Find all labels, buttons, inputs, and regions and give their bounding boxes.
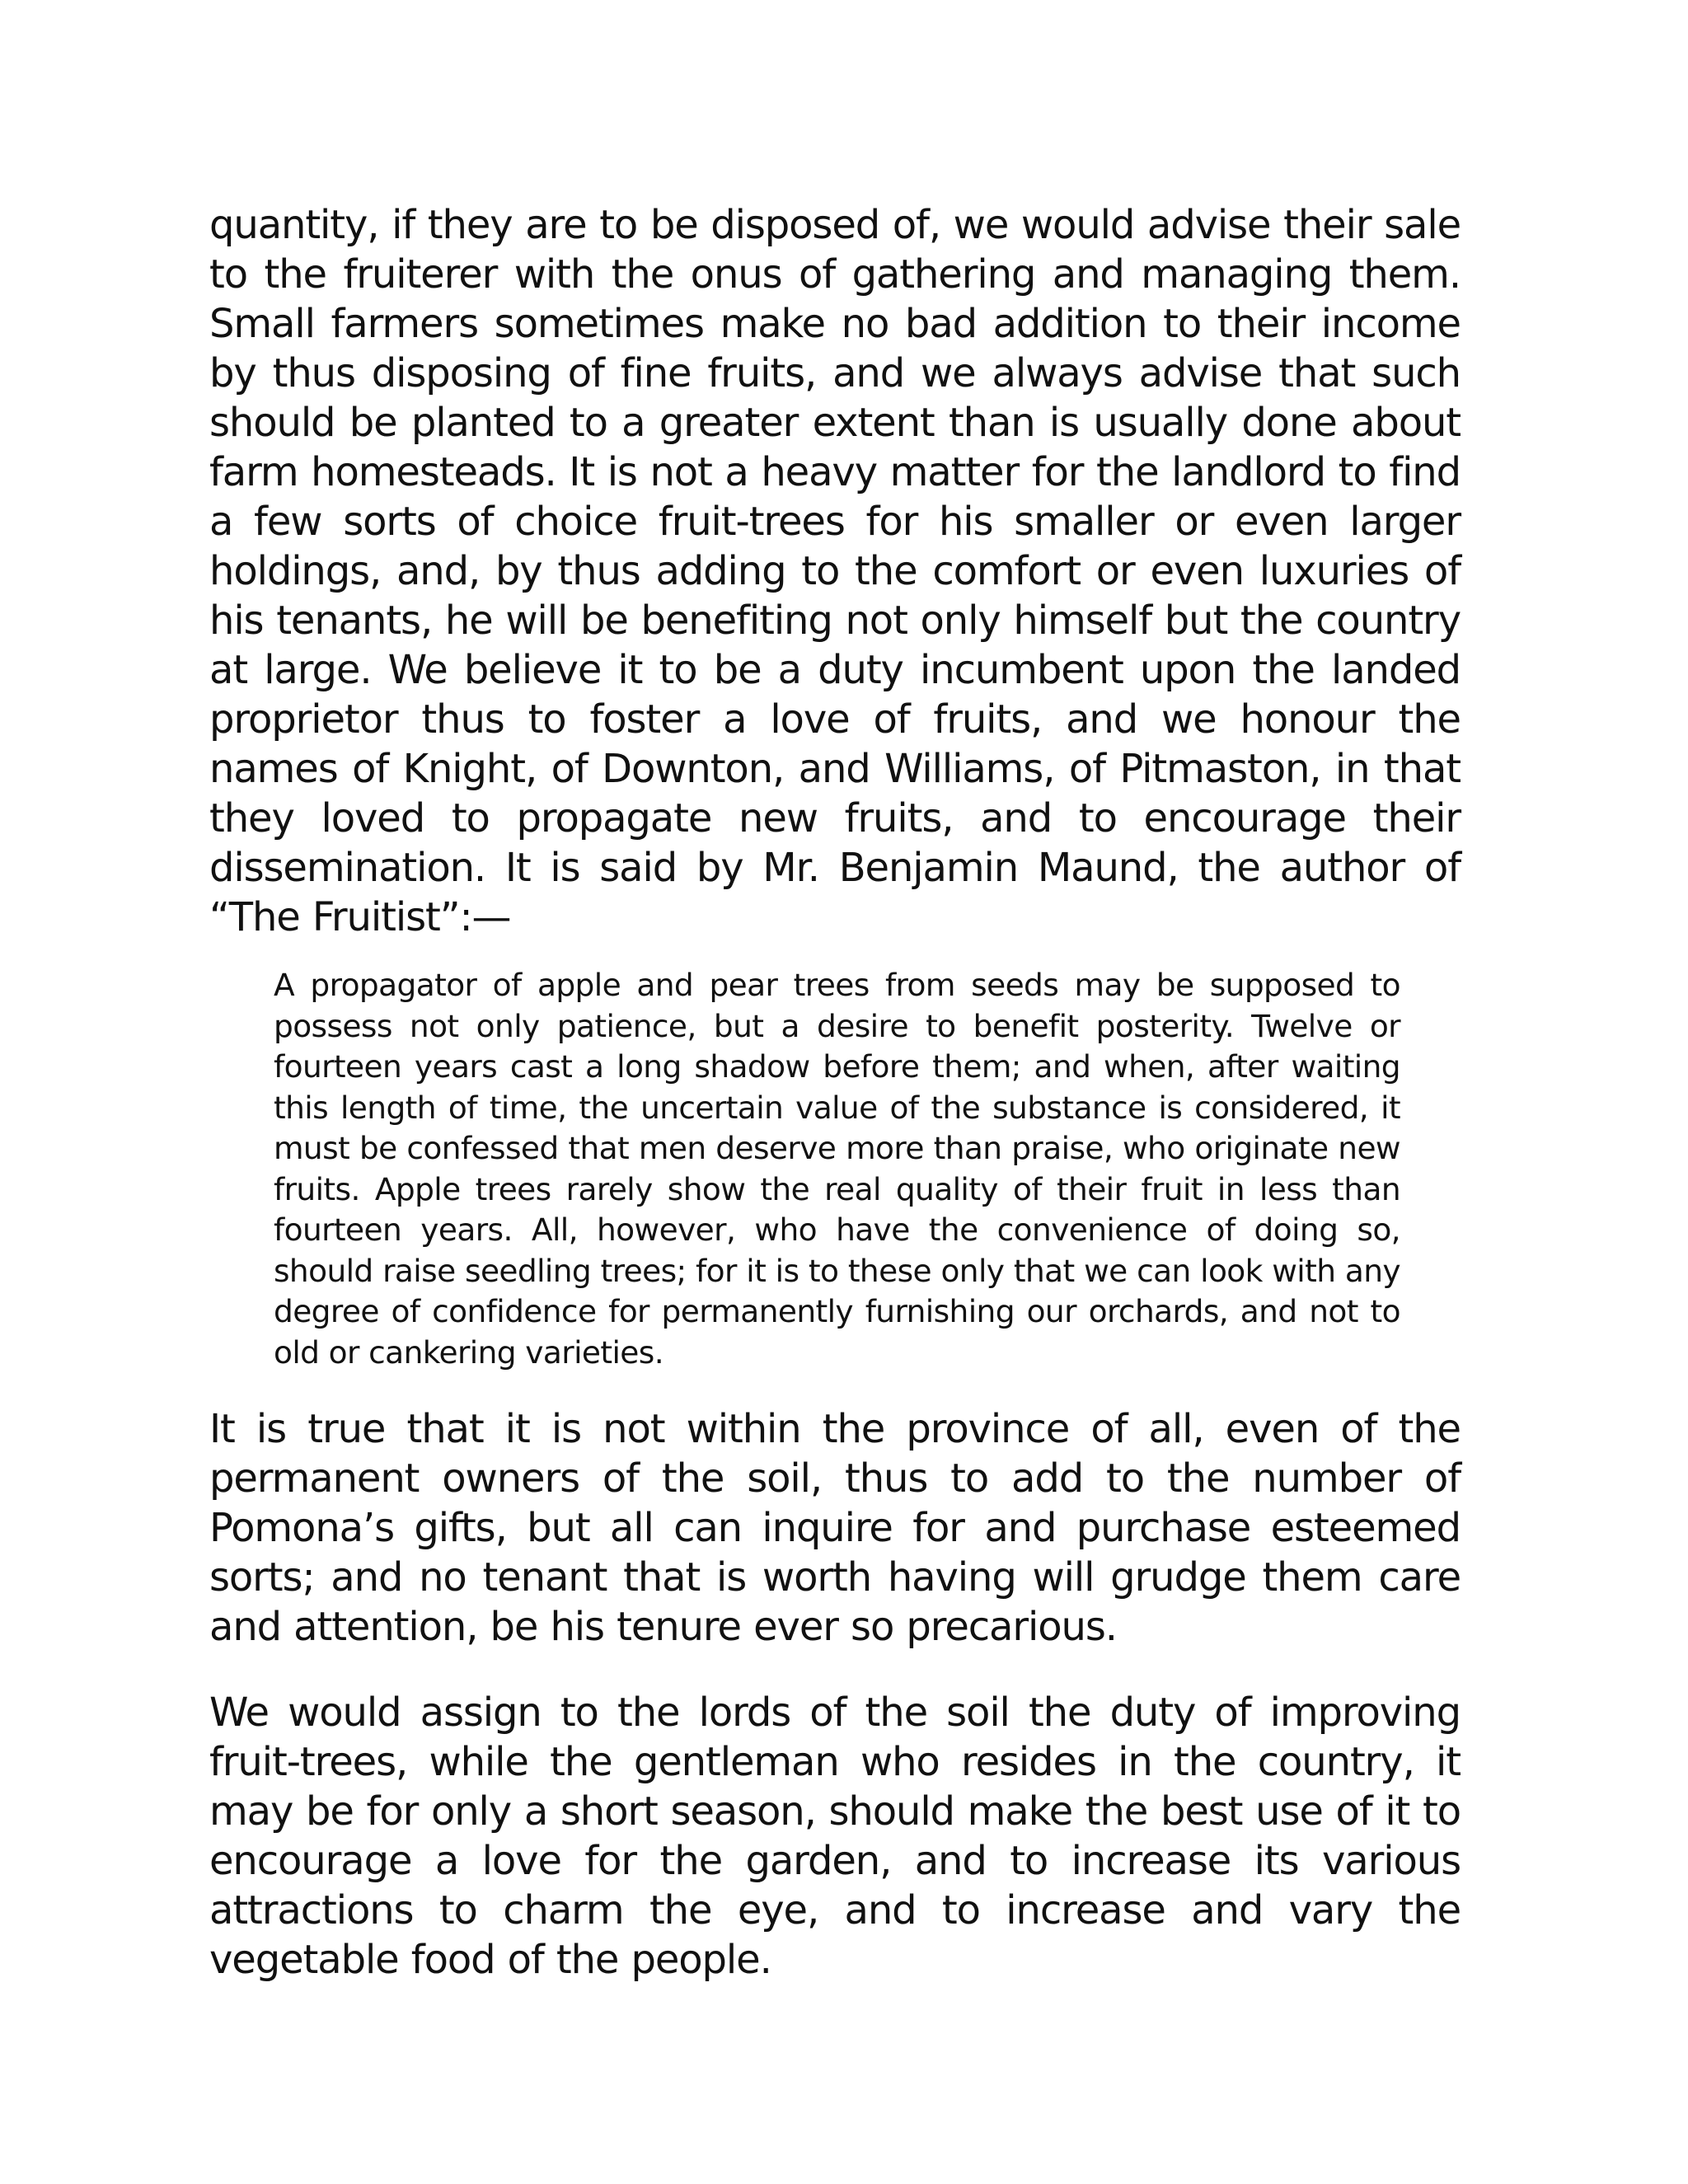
body-paragraph-2: It is true that it is not within the province of all, even of the permanent owners of the soil, thus to add to the number of Pomona’s gifts, but all can inquire for and purchase esteemed sorts; and no tenant that is worth having will grudge them care and attention, be his tenure ever so precarious. [209,1406,1461,1650]
block-quote: A propagator of apple and pear trees from seeds may be supposed to possess not only patience, but a desire to benefit posterity. Twelve or fourteen years cast a long shadow before them; and when, after waiting this length of time, the uncertain value of the substance is considered, it must be confessed that men deserve more than praise, who originate new fruits. Apple trees rarely show the real quality of their fruit in less than fourteen years. All, however, who have the convenience of doing so, should raise seedling trees; for it is to these only that we can look with any degree of confidence for permanently furnishing our orchards, and not to old or cankering varieties. [274,967,1400,1371]
body-paragraph-1: quantity, if they are to be disposed of, we would advise their sale to the fruiterer with the onus of gathering and managing them. Small farmers sometimes make no bad addition to their income by thus disposing of fine fruits, and we always advise that such should be planted to a greater extent than is usually done about farm homesteads. It is not a heavy matter for the landlord to find a few sorts of choice fruit-trees for his smaller or even larger holdings, and, by thus adding to the comfort or even luxuries of his tenants, he will be benefiting not only himself but the country at large. We believe it to be a duty incumbent upon the landed proprietor thus to foster a love of fruits, and we honour the names of Knight, of Downton, and Williams, of Pitmaston, in that they loved to propagate new fruits, and to encourage their dissemination. It is said by Mr. Benjamin Maund, the author of “The Fruitist”:— [209,202,1461,940]
body-paragraph-3: We would assign to the lords of the soil the duty of improving fruit-trees, while the gentleman who resides in the country, it may be for only a short season, should make the best use of it to encourage a love for the garden, and to increase its various attractions to charm the eye, and to increase and vary the vegetable food of the people. [209,1690,1461,1983]
page-body [209,200,1461,2021]
